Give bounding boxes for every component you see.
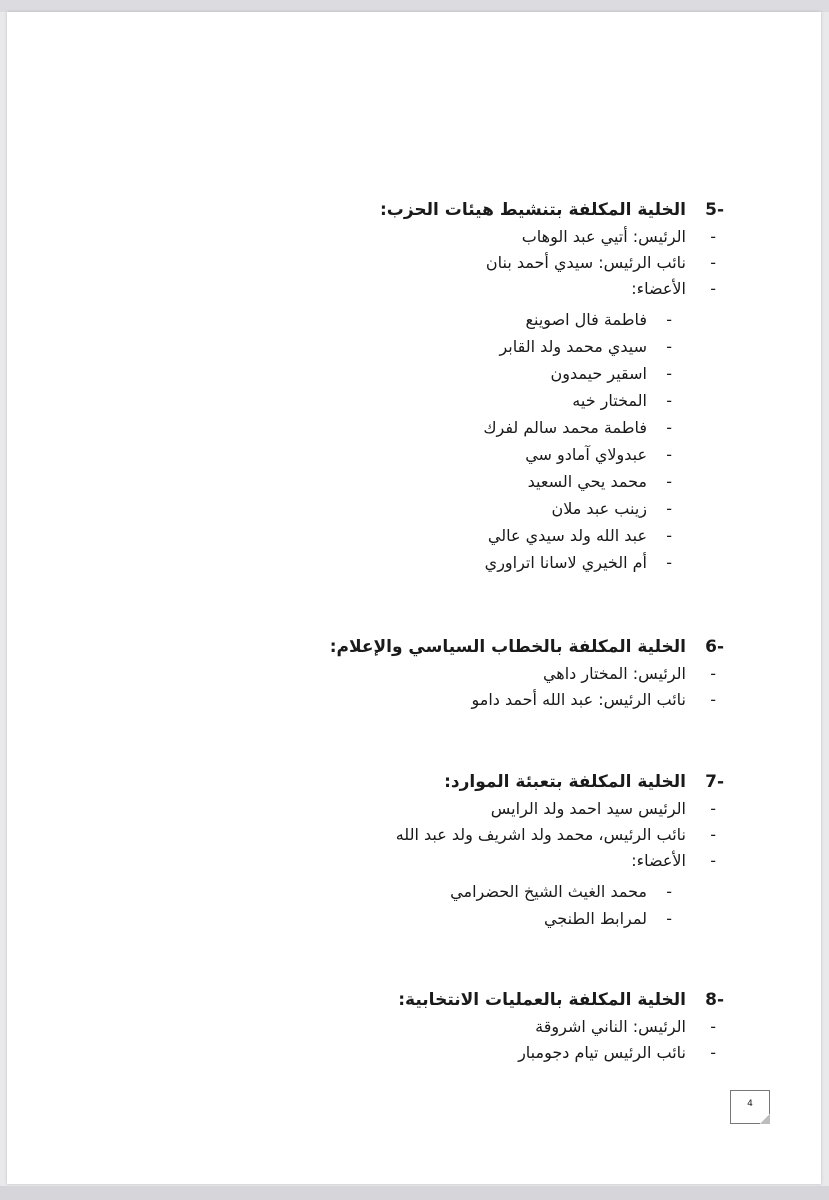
member-name: لمرابط الطنجي xyxy=(543,909,647,928)
members-label: الأعضاء: xyxy=(631,851,686,870)
bullet-dash: - xyxy=(710,1043,716,1062)
member-name: سيدي محمد ولد القابر xyxy=(499,337,647,356)
list-item xyxy=(330,661,724,687)
section-5 xyxy=(380,196,724,576)
list-item xyxy=(396,848,724,874)
list-item xyxy=(396,796,724,822)
section-title: الخلية المكلفة بتنشيط هيئات الحزب: xyxy=(379,200,686,220)
section-heading xyxy=(396,768,724,796)
vice-chair-text: نائب الرئيس، محمد ولد اشريف ولد عبد الله xyxy=(395,825,686,844)
member-name: اسقير حيمدون xyxy=(550,364,647,383)
section-7 xyxy=(396,768,724,932)
page-number-box xyxy=(730,1090,770,1124)
chair-text: الرئيس: المختار داهي xyxy=(542,664,686,683)
member-name: زينب عبد ملان xyxy=(551,499,647,518)
section-heading xyxy=(398,986,724,1014)
chair-text: الرئيس سيد احمد ولد الرايس xyxy=(490,799,686,818)
bullet-dash: - xyxy=(666,310,672,329)
section-title: الخلية المكلفة بالخطاب السياسي والإعلام: xyxy=(329,637,686,657)
bullet-dash: - xyxy=(666,499,672,518)
bullet-dash: - xyxy=(710,253,716,272)
member-name: أم الخيري لاسانا اتراوري xyxy=(484,553,647,572)
list-item xyxy=(380,276,724,302)
member-item xyxy=(380,468,724,495)
section-number: -6 xyxy=(705,637,724,657)
section-number: -7 xyxy=(705,772,724,792)
member-item xyxy=(396,878,724,905)
bullet-dash: - xyxy=(666,526,672,545)
section-number: -5 xyxy=(705,200,724,220)
next-page-edge xyxy=(0,1186,829,1200)
list-item xyxy=(398,1040,724,1066)
bullet-dash: - xyxy=(710,664,716,683)
member-item xyxy=(380,387,724,414)
section-list xyxy=(330,661,724,713)
bullet-dash: - xyxy=(710,825,716,844)
list-item xyxy=(396,822,724,848)
section-list xyxy=(380,224,724,302)
member-name: عبد الله ولد سيدي عالي xyxy=(487,526,647,545)
member-name: فاطمة فال اصوينع xyxy=(525,310,647,329)
chair-text: الرئيس: الناني اشروقة xyxy=(535,1017,686,1036)
member-item xyxy=(396,905,724,932)
section-6 xyxy=(330,633,724,713)
bullet-dash: - xyxy=(710,227,716,246)
members-list xyxy=(396,878,724,932)
section-list xyxy=(396,796,724,874)
member-name: محمد الغيث الشيخ الحضرامي xyxy=(450,882,647,901)
section-list xyxy=(398,1014,724,1066)
bullet-dash: - xyxy=(666,364,672,383)
bullet-dash: - xyxy=(710,1017,716,1036)
bullet-dash: - xyxy=(666,472,672,491)
member-name: المختار خيه xyxy=(572,391,647,410)
members-label: الأعضاء: xyxy=(631,279,686,298)
member-item xyxy=(380,306,724,333)
list-item xyxy=(398,1014,724,1040)
vice-chair-text: نائب الرئيس: عبد الله أحمد دامو xyxy=(471,690,686,709)
list-item xyxy=(330,687,724,713)
section-title: الخلية المكلفة بالعمليات الانتخابية: xyxy=(398,990,686,1010)
member-name: عبدولاي آمادو سي xyxy=(525,445,647,464)
bullet-dash: - xyxy=(710,799,716,818)
list-item xyxy=(380,250,724,276)
list-item xyxy=(380,224,724,250)
member-item xyxy=(380,360,724,387)
section-heading xyxy=(330,633,724,661)
member-name: فاطمة محمد سالم لفرك xyxy=(483,418,647,437)
vice-chair-text: نائب الرئيس تيام دجومبار xyxy=(518,1043,686,1062)
members-list xyxy=(380,306,724,576)
page-number: 4 xyxy=(747,1099,753,1109)
bullet-dash: - xyxy=(666,445,672,464)
section-number: -8 xyxy=(705,990,724,1010)
bullet-dash: - xyxy=(710,690,716,709)
page-fold-icon xyxy=(760,1114,770,1124)
bullet-dash: - xyxy=(666,553,672,572)
member-name: محمد يحي السعيد xyxy=(527,472,647,491)
chair-text: الرئيس: أتيي عبد الوهاب xyxy=(521,227,686,246)
member-item xyxy=(380,522,724,549)
bullet-dash: - xyxy=(666,882,672,901)
member-item xyxy=(380,333,724,360)
section-title: الخلية المكلفة بتعبئة الموارد: xyxy=(444,772,686,792)
member-item xyxy=(380,495,724,522)
bullet-dash: - xyxy=(666,391,672,410)
bullet-dash: - xyxy=(666,909,672,928)
member-item xyxy=(380,441,724,468)
bullet-dash: - xyxy=(666,418,672,437)
member-item xyxy=(380,414,724,441)
vice-chair-text: نائب الرئيس: سيدي أحمد بنان xyxy=(485,253,686,272)
bullet-dash: - xyxy=(666,337,672,356)
section-8 xyxy=(398,986,724,1066)
previous-page-edge xyxy=(0,0,829,12)
bullet-dash: - xyxy=(710,279,716,298)
document-page xyxy=(7,12,821,1184)
bullet-dash: - xyxy=(710,851,716,870)
section-heading xyxy=(380,196,724,224)
member-item xyxy=(380,549,724,576)
